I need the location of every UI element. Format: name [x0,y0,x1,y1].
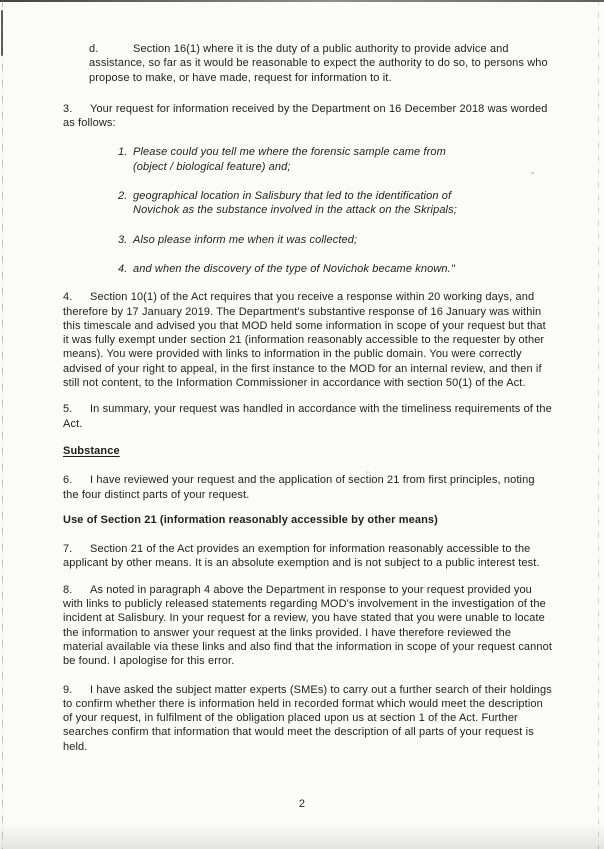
paragraph-number: 5. [63,403,73,416]
paragraph-text: I have asked the subject matter experts (SMEs) to carry out a further search of their holdings to confirm whether there is information held in recorded format which would meet the description of your request, in fulfilment of the obligation placed upon us at section 1 of the Act. Further searches confirm that information that would meet the description of all parts of your request is held. [63,683,552,753]
sub-item-label: d. [89,43,99,55]
heading-substance: Substance [63,444,120,457]
letter-body [63,42,553,754]
paragraph-text: Section 21 of the Act provides an exemption for information reasonably accessible to the applicant by other means. It is an absolute exemption and is not subject to a public interest test. [63,543,540,570]
quote-item-number: 2. [118,190,128,203]
quoted-request-item-2 [118,189,481,218]
sub-item-text: Section 16(1) where it is the duty of a public authority to provide advice and assistance, so far as it would be reasonable to expect the authority to do so, to persons who propose to make, or have made, request for information to it. [89,43,548,84]
paragraph-number: 3. [63,102,73,115]
scan-edge-left-artifact [2,0,3,849]
paragraph-8 [63,583,553,669]
paragraph-number: 8. [63,583,73,596]
paragraph-number: 7. [63,543,73,556]
paragraph-number: 6. [63,474,73,487]
paragraph-text: Your request for information received by the Department on 16 December 2018 was worded as follows: [63,102,548,130]
paragraph-text: Section 10(1) of the Act requires that you receive a response within 20 working days, and therefore by 17 January 2019. The Department's substantive response of 16 January was within this timescale and advised you that MOD held some information in scope of your request but that it was fully exempt under section 21 (information reasonably accessible to the requester by other means). You were provided with links to information in the public domain. You were correctly advised of your right to appeal, in the first instance to the MOD for an internal review, and then if still not content, to the Information Commissioner in accordance with section 50(1) of the Act. [63,291,546,390]
quote-item-number: 1. [118,146,128,159]
quote-item-number: 3. [118,233,128,246]
paragraph-9 [63,683,553,754]
quoted-request-item-1 [118,145,481,174]
scan-shade-bottom-artifact [0,823,604,849]
quote-item-text: geographical location in Salisbury that led to the identification of Novichok as the substance involved in the attack on the Skripals; [133,190,457,217]
paragraph-7 [63,542,553,571]
scan-edge-top-artifact [0,0,604,2]
quoted-request-item-3 [118,233,481,247]
paragraph-6 [63,473,553,502]
quote-item-text: Also please inform me when it was collected; [133,233,358,246]
quote-item-text: and when the discovery of the type of Novichok became known." [133,262,455,275]
paragraph-number: 9. [63,683,73,696]
heading-use-of-section-21: Use of Section 21 (information reasonably accessible by other means) [63,513,438,526]
quoted-request-item-4 [118,262,481,276]
paragraph-4 [63,290,553,390]
sub-item-d [89,42,553,85]
paragraph-3 [63,102,553,131]
quote-item-number: 4. [118,262,128,275]
scan-mark-left-artifact [1,10,3,56]
paragraph-text: In summary, your request was handled in accordance with the timeliness requirements of the Act. [63,403,552,430]
paragraph-5 [63,402,553,431]
paragraph-text: I have reviewed your request and the application of section 21 from first principles, noting the four distinct parts of your request. [63,474,535,501]
scan-edge-right-artifact [598,0,599,849]
page-number: 2 [298,798,306,810]
quote-item-text: Please could you tell me where the forensic sample came from (object / biological feature) and; [133,146,446,173]
paragraph-number: 4. [63,291,73,304]
paragraph-text: As noted in paragraph 4 above the Department in response to your request provided you with links to publicly released statements regarding MOD's involvement in the investigation of the incident at Salisbury. In your request for a review, you have stated that you were unable to locate the information to answer your request at the links provided. I have therefore reviewed the material available via these links and also find that the information in scope of your request cannot be found. I apologise for this error. [63,583,553,668]
